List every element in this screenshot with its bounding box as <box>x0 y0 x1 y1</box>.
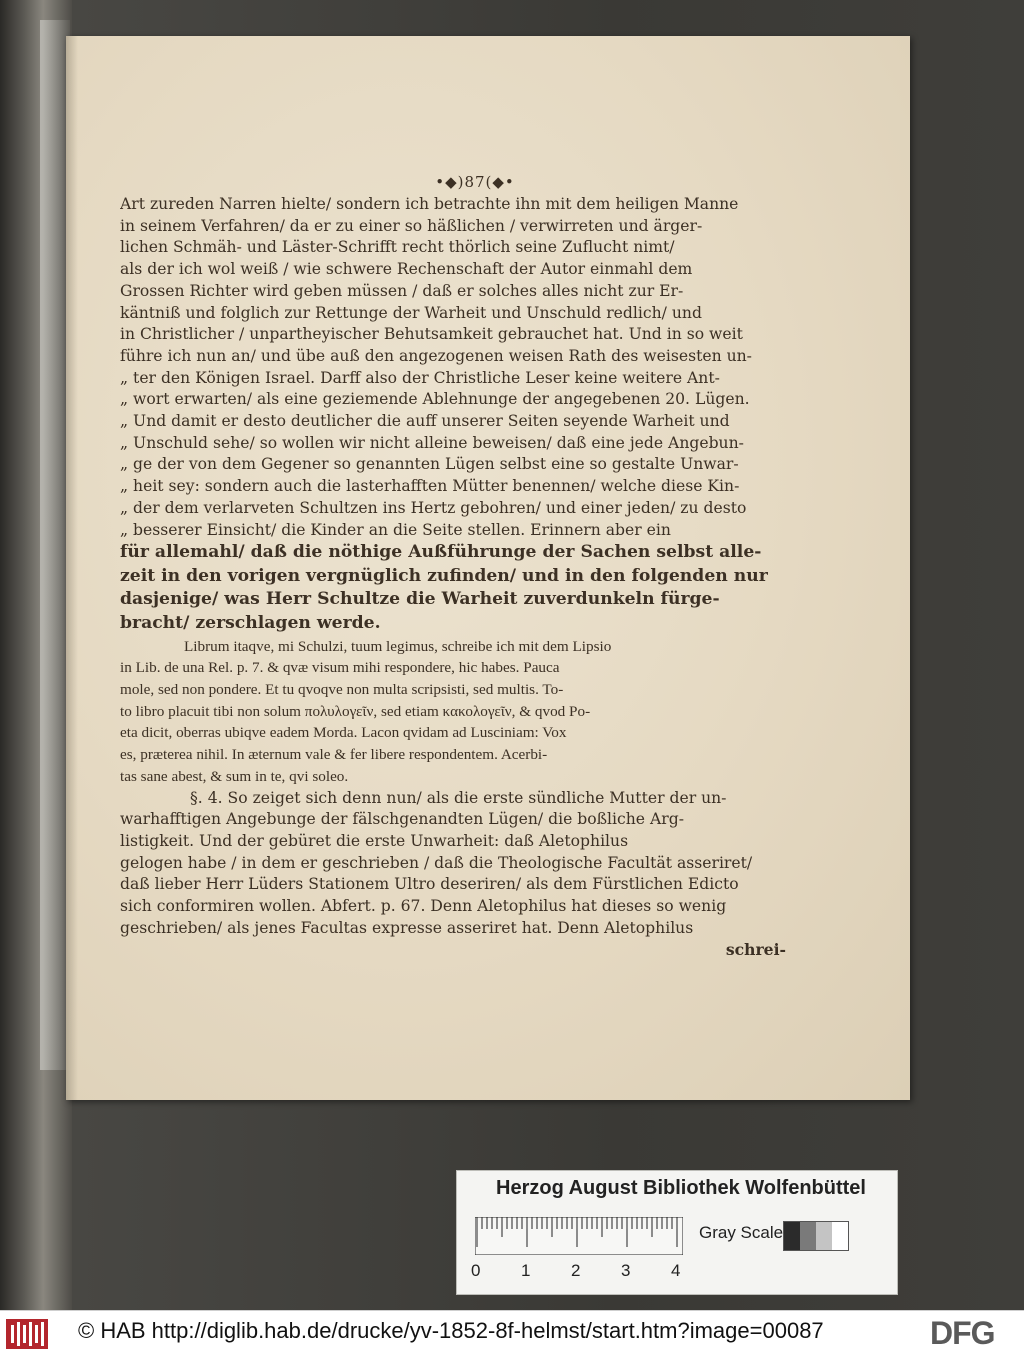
text-line <box>120 565 790 589</box>
library-name: Herzog August Bibliothek Wolfenbüttel <box>496 1177 866 1199</box>
text-line <box>120 918 790 940</box>
text-line <box>120 237 790 259</box>
line-text: ge der von dem Gegener so genannten Lügen selbst eine so gestalte Unwar- <box>133 455 739 474</box>
line-text: tas sane abest, & sum in te, qvi soleo. <box>120 767 349 785</box>
quotation-mark: „ <box>120 455 134 474</box>
text-line <box>120 433 790 455</box>
text-line <box>120 303 790 325</box>
text-line <box>120 281 790 303</box>
text-line <box>120 744 790 766</box>
line-text: ter den Königen Israel. Darff also der Christliche Leser keine weitere Ant- <box>133 368 720 387</box>
quotation-mark: „ <box>120 477 134 496</box>
text-lines <box>120 194 790 939</box>
text-line <box>120 368 790 390</box>
color-target-card <box>456 1170 898 1295</box>
text-line <box>120 679 790 701</box>
text-line <box>120 346 790 368</box>
line-text: heit sey: sondern auch die lasterhafften Mütter benennen/ welche diese Kin- <box>133 477 740 496</box>
line-text: besserer Einsicht/ die Kinder an die Seite stellen. Erinnern aber ein <box>133 520 671 539</box>
text-line <box>120 520 790 542</box>
text-line <box>120 788 790 810</box>
text-line <box>120 766 790 788</box>
line-text: Librum itaqve, mi Schulzi, tuum legimus, schreibe ich mit dem Lipsio <box>184 637 612 655</box>
line-text: in Christlicher / unpartheyischer Behutsamkeit gebrauchet hat. Und in so weit <box>120 325 743 344</box>
scale-ruler <box>475 1217 683 1255</box>
line-text: Grossen Richter wird geben müssen / daß er solches alles nicht zur Er- <box>120 281 684 300</box>
text-line <box>120 722 790 744</box>
quotation-mark: „ <box>120 368 134 387</box>
text-line <box>120 476 790 498</box>
line-text: es, præterea nihil. In æternum vale & fer libere respondentem. Acerbi- <box>120 746 548 764</box>
text-line <box>120 636 790 658</box>
line-text: sich conformiren wollen. Abfert. p. 67. Denn Aletophilus hat dieses so wenig <box>120 897 727 916</box>
text-line <box>120 831 790 853</box>
text-line <box>120 853 790 875</box>
text-line <box>120 259 790 281</box>
gray-patch <box>800 1222 816 1250</box>
page-text-block <box>120 172 790 961</box>
text-line <box>120 194 790 216</box>
line-text: daß lieber Herr Lüders Stationem Ultro deseriren/ als dem Fürstlichen Edicto <box>120 875 739 894</box>
line-text: in seinem Verfahren/ da er zu einer so häßlichen / verwirreten und ärger- <box>120 216 703 235</box>
gray-scale-patches <box>783 1221 849 1251</box>
text-line <box>120 454 790 476</box>
line-text: Und damit er desto deutlicher die auff unserer Seiten seyende Warheit und <box>133 412 730 431</box>
text-line <box>120 874 790 896</box>
line-text: geschrieben/ als jenes Facultas expresse asseriret hat. Denn Aletophilus <box>120 918 694 937</box>
copyright-url: © HAB http://diglib.hab.de/drucke/yv-1852-8f-helmst/start.htm?image=00087 <box>78 1318 824 1343</box>
line-text: in Lib. de una Rel. p. 7. & qvæ visum mihi respondere, hic habes. Pauca <box>120 659 560 677</box>
gray-patch <box>816 1222 832 1250</box>
gray-patch <box>784 1222 800 1250</box>
text-line <box>120 657 790 679</box>
ruler-number: 4 <box>671 1261 681 1280</box>
ruler-number: 0 <box>471 1261 481 1280</box>
quotation-mark: „ <box>120 412 134 431</box>
text-line <box>120 216 790 238</box>
quotation-mark: „ <box>120 390 134 409</box>
line-text: gelogen habe / in dem er geschrieben / daß die Theologische Facultät asseriret/ <box>120 853 753 872</box>
book-page <box>66 36 910 1100</box>
quotation-mark: „ <box>120 433 134 452</box>
quotation-mark: „ <box>120 498 134 517</box>
text-line <box>120 389 790 411</box>
hab-logo-icon <box>6 1319 48 1349</box>
line-text: Unschuld sehe/ so wollen wir nicht alleine beweisen/ daß eine jede Angebun- <box>133 433 744 452</box>
line-text: §. 4. So zeiget sich denn nun/ als die erste sündliche Mutter der un- <box>190 788 727 807</box>
ruler-number: 1 <box>521 1261 531 1280</box>
text-line <box>120 612 790 636</box>
footer-bar <box>0 1310 1024 1356</box>
line-text: dasjenige/ was Herr Schultze die Warheit zuverdunkeln fürge- <box>120 589 720 610</box>
page-number: •◆)87(◆• <box>435 173 515 191</box>
ruler-number: 2 <box>571 1261 581 1280</box>
line-text: to libro placuit tibi non solum πολυλογεῖν, sed etiam κακολογεῖν, & qvod Po- <box>120 702 591 720</box>
line-text: warhafftigen Angebunge der fälschgenandten Lügen/ die boßliche Arg- <box>120 810 684 829</box>
catchword: schrei- <box>725 940 786 960</box>
text-line <box>120 588 790 612</box>
line-text: eta dicit, oberras ubiqve eadem Morda. Lacon qvidam ad Lusciniam: Vox <box>120 724 567 742</box>
line-text: käntniß und folglich zur Rettunge der Warheit und Unschuld redlich/ und <box>120 303 702 322</box>
text-line <box>120 896 790 918</box>
ruler-numbers <box>467 1261 707 1283</box>
gray-patch <box>832 1222 848 1250</box>
line-text: zeit in den vorigen vergnüglich zufinden/ und in den folgenden nur <box>120 565 768 586</box>
line-text: führe ich nun an/ und übe auß den angezogenen weisen Rath des weisesten un- <box>120 346 752 365</box>
text-line <box>120 324 790 346</box>
line-text: für allemahl/ daß die nöthige Außführunge der Sachen selbst alle- <box>120 542 762 563</box>
line-text: wort erwarten/ als eine geziemende Ablehnunge der angegebenen 20. Lügen. <box>133 390 750 409</box>
line-text: mole, sed non pondere. Et tu qvoqve non multa scripsisti, sed multis. To- <box>120 681 564 699</box>
text-line <box>120 809 790 831</box>
text-line <box>120 701 790 723</box>
page-gutter-shadow <box>66 36 78 1100</box>
line-text: der dem verlarveten Schultzen ins Hertz gebohren/ und einer jeden/ zu desto <box>133 498 747 517</box>
gray-scale-label: Gray Scale <box>699 1223 784 1242</box>
line-text: lichen Schmäh- und Läster-Schrifft recht thörlich seine Zuflucht nimt/ <box>120 238 675 257</box>
line-text: als der ich wol weiß / wie schwere Rechenschaft der Autor einmahl dem <box>120 260 693 279</box>
dfg-logo: DFG <box>930 1315 995 1351</box>
ruler-number: 3 <box>621 1261 631 1280</box>
text-line <box>120 498 790 520</box>
line-text: bracht/ zerschlagen werde. <box>120 613 381 634</box>
text-line <box>120 541 790 565</box>
quotation-mark: „ <box>120 520 134 539</box>
line-text: listigkeit. Und der gebüret die erste Unwarheit: daß Aletophilus <box>120 831 629 850</box>
line-text: Art zureden Narren hielte/ sondern ich betrachte ihn mit dem heiligen Manne <box>120 195 739 213</box>
text-line <box>120 411 790 433</box>
